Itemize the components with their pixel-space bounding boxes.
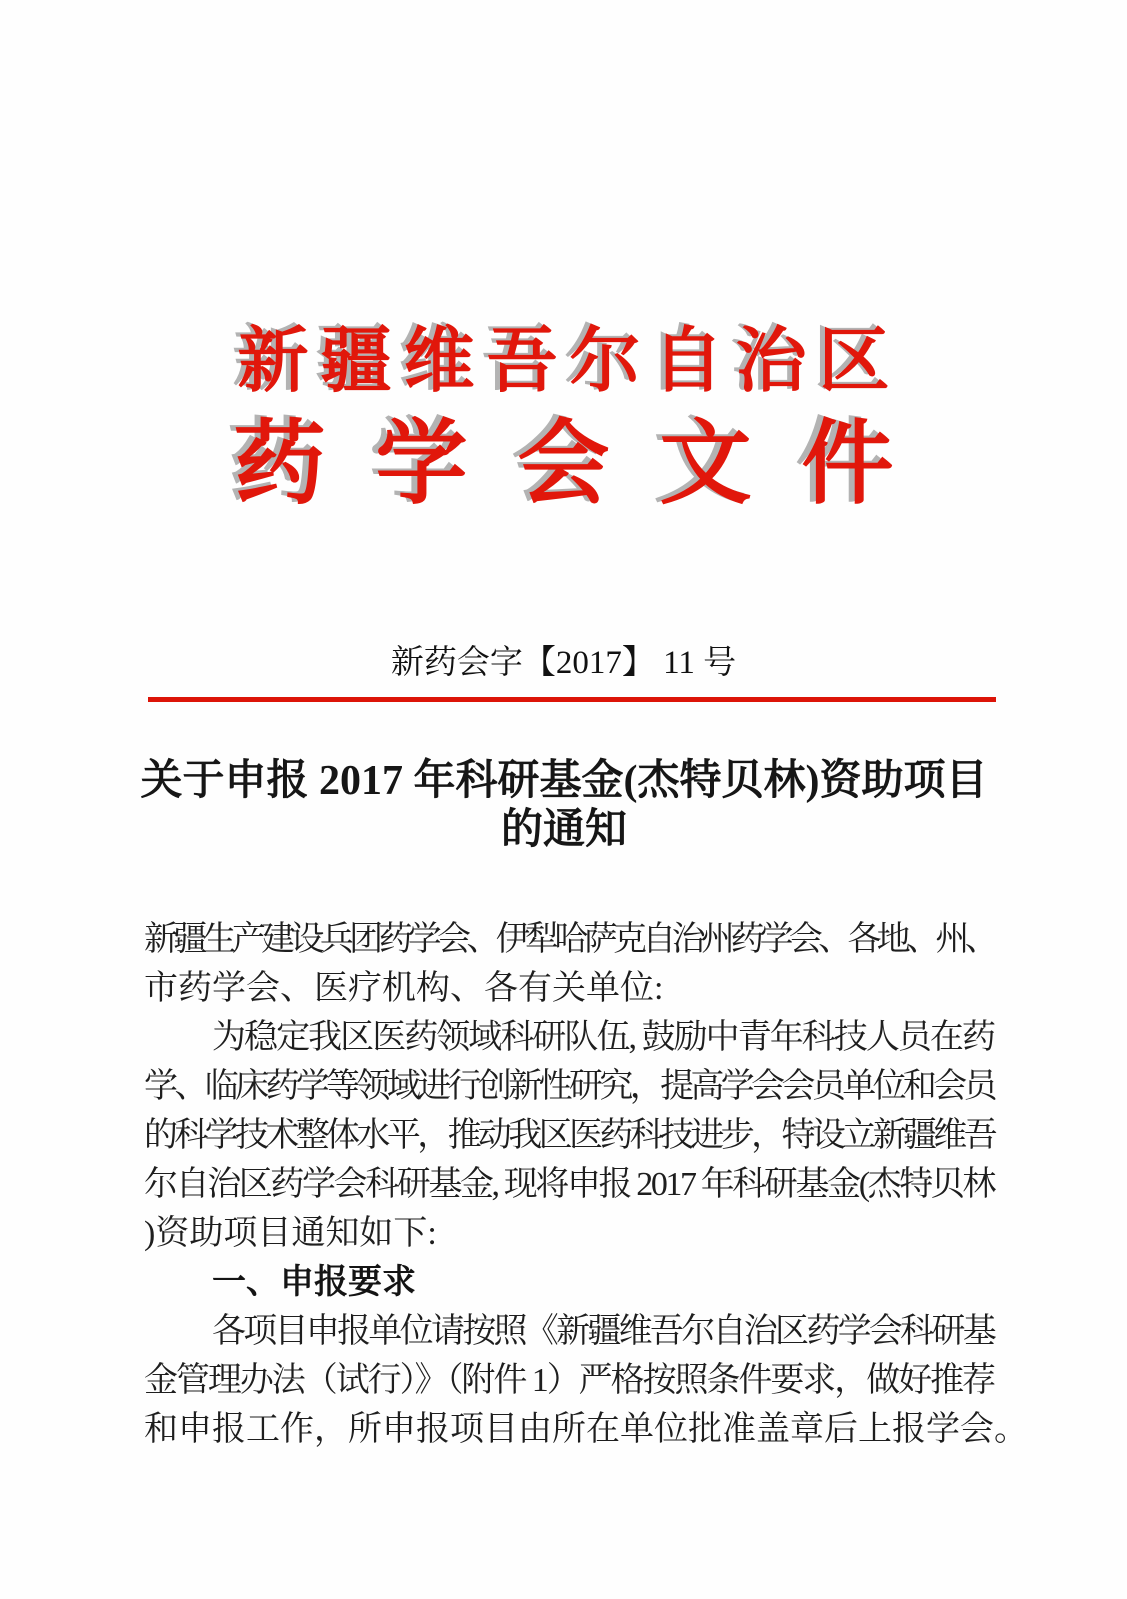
- body-line-text: 各项目申报单位请按照《新疆维吾尔自治区药学会科研基: [212, 1313, 994, 1350]
- body-line-text: )资助项目通知如下:: [144, 1215, 437, 1252]
- body-line: [144, 1209, 994, 1258]
- letterhead-org-document: [0, 408, 1127, 520]
- salutation-line: [144, 964, 994, 1013]
- body-line: [144, 1307, 994, 1356]
- body-line-text: 新疆生产建设兵团药学会、伊犁哈萨克自治州药学会、各地、州、: [144, 921, 994, 958]
- letterhead-region-name: [0, 318, 1127, 406]
- section-heading: [144, 1258, 994, 1307]
- letterhead-line2-text: 药学会文件: [233, 413, 944, 515]
- body-line-text: 金管理办法（试行）》（附件 1）严格按照条件要求，做好推荐: [144, 1362, 994, 1399]
- document-title: [139, 757, 989, 855]
- body-line-text: 和申报工作，所申报项目由所在单位批准盖章后上报学会。: [144, 1411, 1028, 1448]
- body-line-text: 为稳定我区医药领域科研队伍, 鼓励中青年科技人员在药: [212, 1019, 994, 1056]
- letterhead-line1-text: 新疆维吾尔自治区: [237, 323, 902, 401]
- body-line-text: 市药学会、医疗机构、各有关单位:: [144, 970, 664, 1007]
- body-line-text: 学、临床药学等领域进行创新性研究，提高学会会员单位和会员: [144, 1068, 994, 1105]
- salutation-line: [144, 915, 994, 964]
- body-line: [144, 1356, 994, 1405]
- body-line: [144, 1062, 994, 1111]
- red-divider-rule: [148, 697, 996, 702]
- body-line: [144, 1013, 994, 1062]
- section-heading-text: 一、申报要求: [212, 1264, 416, 1301]
- body-line-text: 的科学技术整体水平，推动我区医药科技进步，特设立新疆维吾: [144, 1117, 994, 1154]
- document-number: [0, 640, 1127, 686]
- document-title-line2: 的通知: [500, 807, 627, 853]
- body-line: [144, 1160, 994, 1209]
- document-body: [144, 915, 1028, 1454]
- document-number-text: 新药会字【2017】 11 号: [390, 645, 737, 681]
- body-line: [144, 1111, 994, 1160]
- body-line-text: 尔自治区药学会科研基金, 现将申报 2017 年科研基金(杰特贝林: [144, 1166, 994, 1203]
- body-line: [144, 1405, 1028, 1454]
- document-title-line1: 关于申报 2017 年科研基金(杰特贝林)资助项目: [140, 758, 988, 804]
